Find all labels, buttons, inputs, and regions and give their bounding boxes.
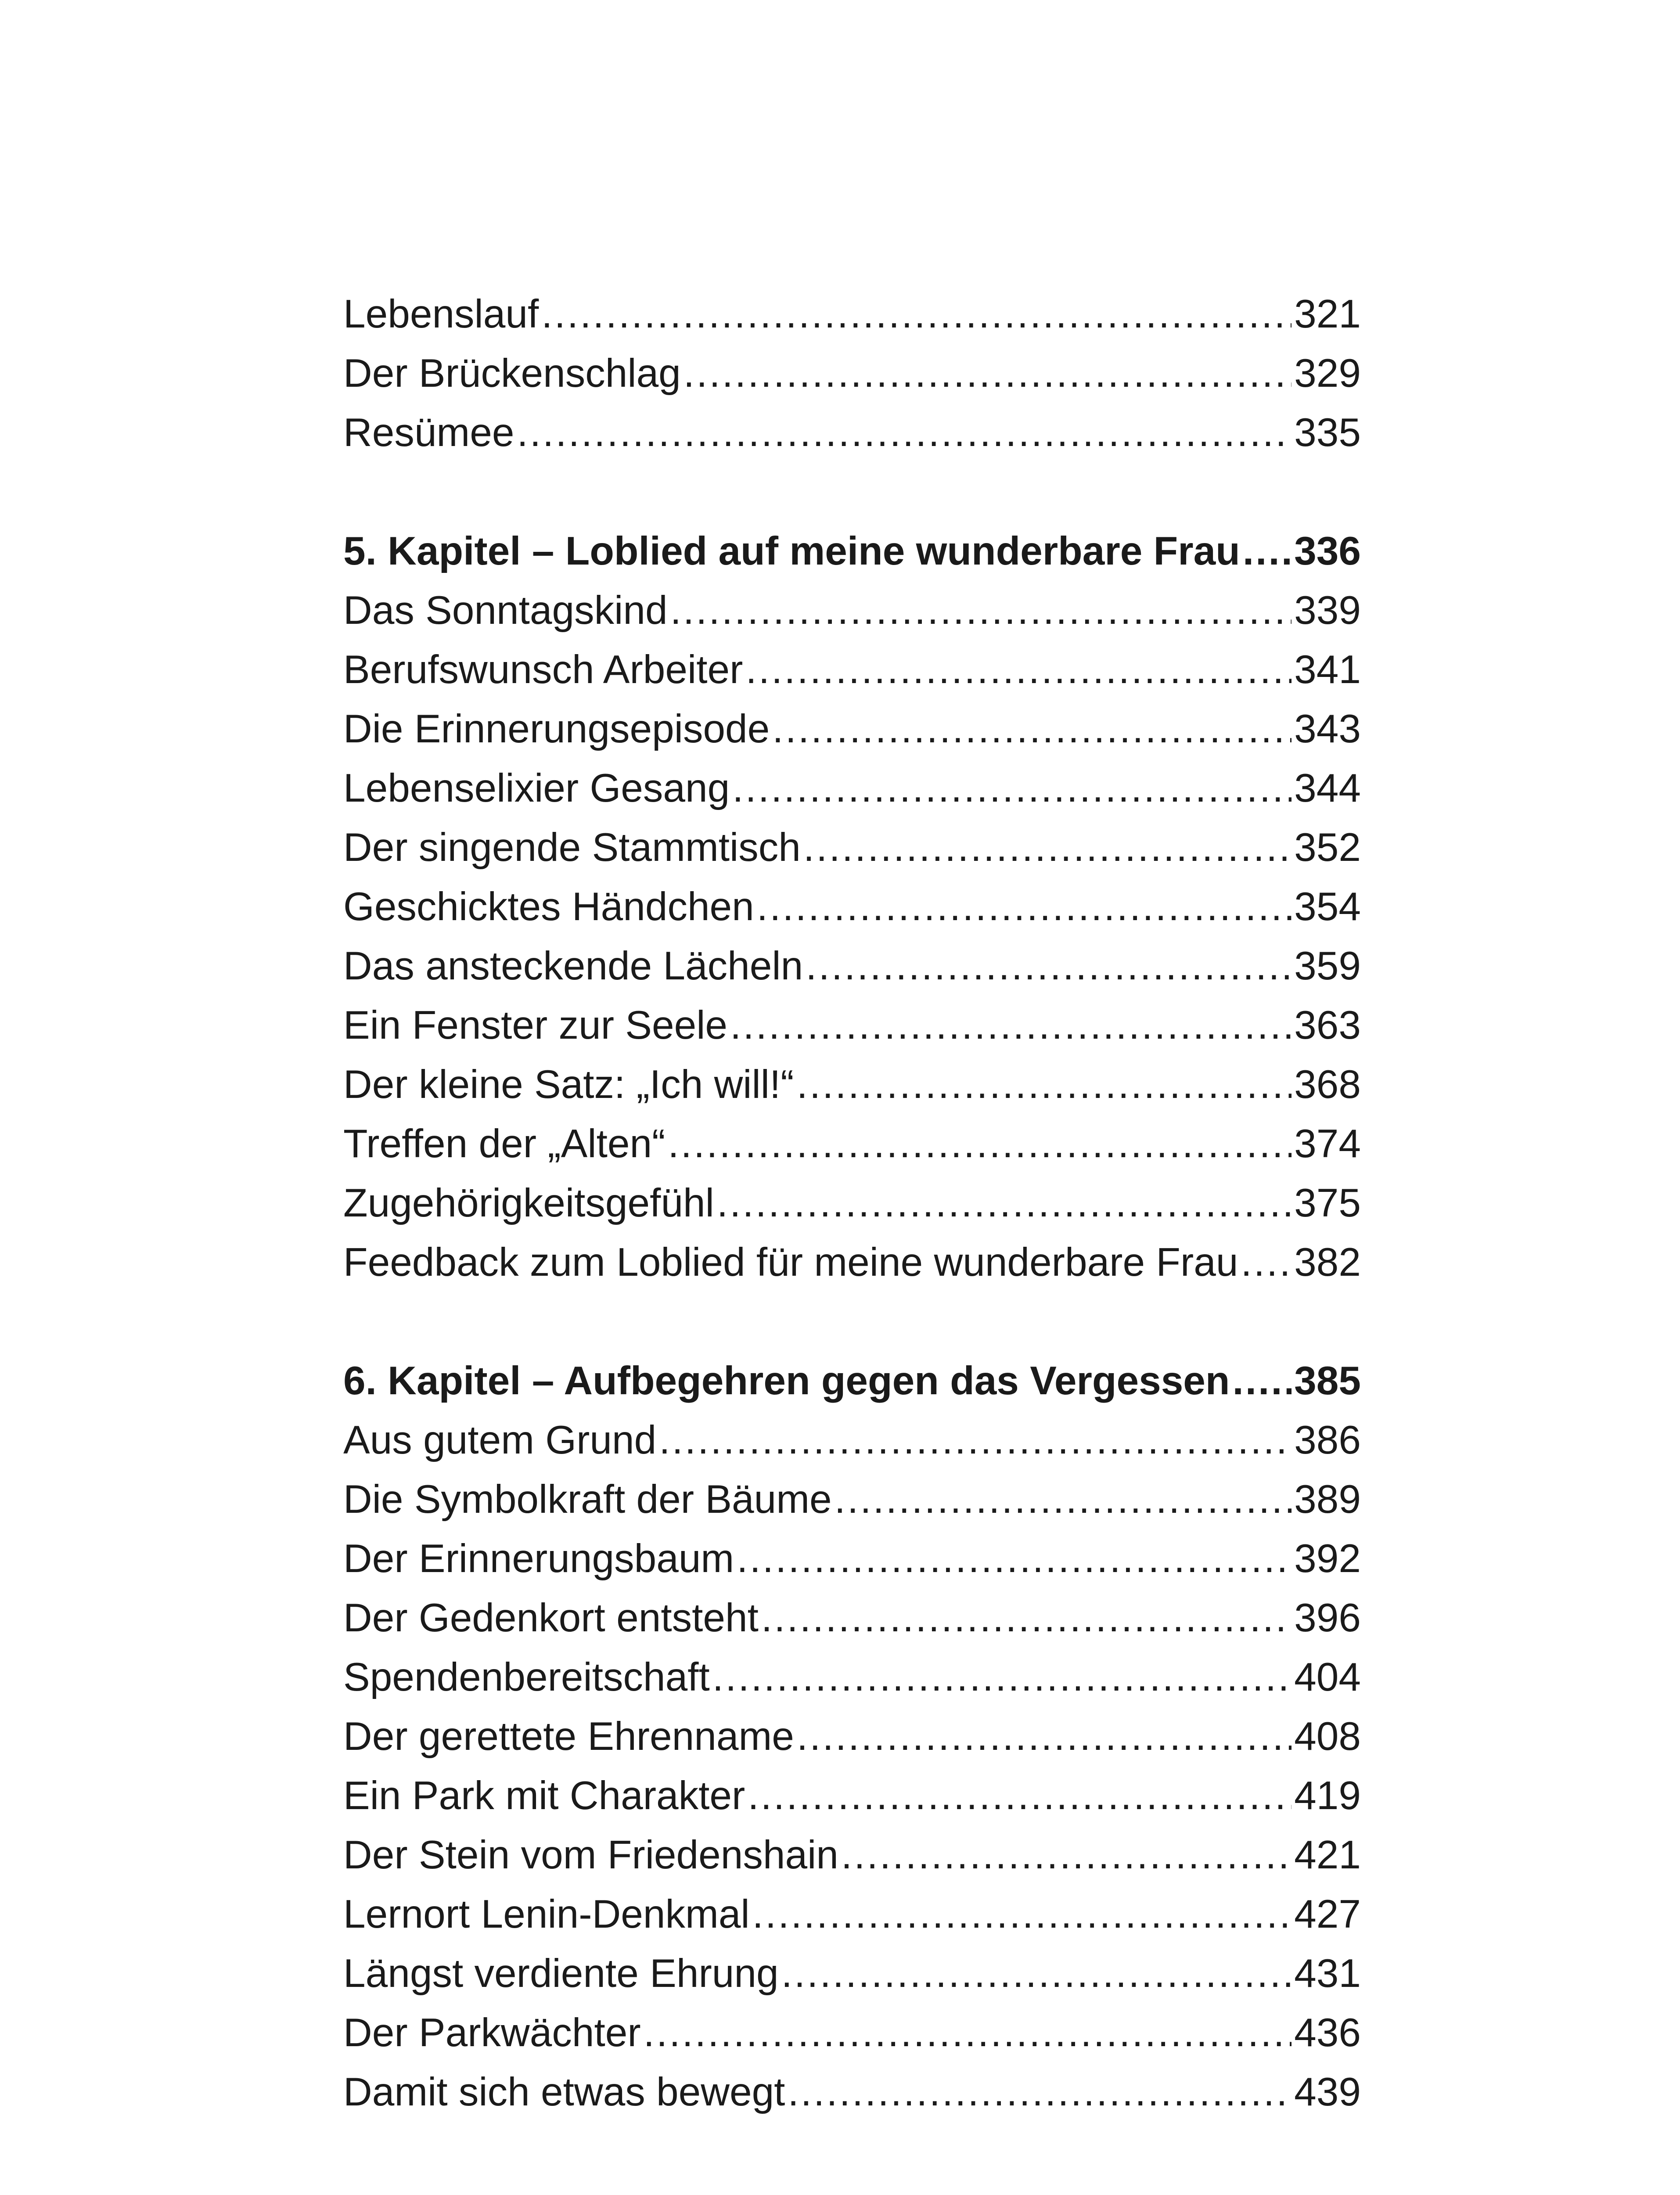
- toc-entry: [343, 2003, 1361, 2062]
- dot-leader: [668, 1114, 1291, 1173]
- toc-entry: [343, 284, 1361, 344]
- toc-entry-title: Treffen der „Alten“: [343, 1122, 666, 1166]
- chapter-page: 336: [1294, 529, 1361, 573]
- toc-chapter-heading: [343, 1351, 1361, 1411]
- toc-entry-page: 368: [1294, 1062, 1361, 1107]
- toc-entry-title: Längst verdiente Ehrung: [343, 1951, 779, 1996]
- dot-leader: [717, 1173, 1291, 1233]
- toc-entry-title: Der Brückenschlag: [343, 351, 681, 396]
- dot-leader: [806, 936, 1291, 996]
- dot-leader: [797, 1055, 1292, 1114]
- toc-entry: [343, 1233, 1361, 1292]
- dot-leader: [788, 2062, 1291, 2122]
- toc-entry: [343, 1825, 1361, 1885]
- dot-leader: [659, 1411, 1291, 1470]
- toc-entry: [343, 640, 1361, 699]
- toc-entry-page: 431: [1294, 1951, 1361, 1996]
- toc-entry: [343, 1648, 1361, 1707]
- toc-entry-page: 386: [1294, 1418, 1361, 1462]
- table-of-contents: [343, 284, 1361, 2122]
- dot-leader: [732, 759, 1291, 818]
- toc-entry: [343, 699, 1361, 759]
- toc-entry-page: 382: [1294, 1240, 1361, 1285]
- toc-entry-title: Der kleine Satz: „Ich will!“: [343, 1062, 794, 1107]
- dot-leader: [797, 1707, 1291, 1766]
- toc-entry-page: 375: [1294, 1181, 1361, 1225]
- toc-entry: [343, 1944, 1361, 2003]
- toc-entry: [343, 1707, 1361, 1766]
- toc-entry-title: Ein Fenster zur Seele: [343, 1003, 728, 1047]
- dot-leader: [835, 1470, 1291, 1529]
- toc-entry: [343, 1173, 1361, 1233]
- toc-entry-page: 389: [1294, 1477, 1361, 1522]
- toc-entry-title: Der Stein vom Friedenshain: [343, 1833, 838, 1877]
- toc-entry: [343, 1588, 1361, 1648]
- toc-entry-page: 359: [1294, 944, 1361, 988]
- chapter-title: 6. Kapitel – Aufbegehren gegen das Vergessen: [343, 1359, 1230, 1403]
- toc-entry: [343, 2062, 1361, 2122]
- toc-entry: [343, 1470, 1361, 1529]
- dot-leader: [737, 1529, 1291, 1588]
- toc-entry: [343, 1411, 1361, 1470]
- toc-entry-title: Der Parkwächter: [343, 2011, 641, 2055]
- toc-section-chapter-6: [343, 1351, 1361, 2122]
- dot-leader: [1233, 1351, 1292, 1411]
- dot-leader: [541, 284, 1291, 344]
- toc-entry-page: 436: [1294, 2011, 1361, 2055]
- dot-leader: [684, 344, 1291, 403]
- toc-entry-page: 352: [1294, 825, 1361, 870]
- dot-leader: [1241, 1233, 1291, 1292]
- toc-entry-title: Geschicktes Händchen: [343, 885, 754, 929]
- toc-entry-page: 421: [1294, 1833, 1361, 1877]
- dot-leader: [752, 1885, 1292, 1944]
- toc-entry: [343, 1885, 1361, 1944]
- toc-entry-page: 419: [1294, 1774, 1361, 1818]
- toc-section-chapter-5: [343, 522, 1361, 1292]
- toc-chapter-heading: [343, 522, 1361, 581]
- toc-entry-page: 321: [1294, 292, 1361, 336]
- dot-leader: [803, 818, 1291, 877]
- chapter-title: 5. Kapitel – Loblied auf meine wunderbare Frau: [343, 529, 1240, 573]
- toc-entry: [343, 344, 1361, 403]
- toc-entry-title: Zugehörigkeitsgefühl: [343, 1181, 714, 1225]
- toc-entry-title: Das Sonntagskind: [343, 588, 668, 633]
- toc-entry: [343, 581, 1361, 640]
- dot-leader: [644, 2003, 1291, 2062]
- dot-leader: [748, 1766, 1291, 1825]
- dot-leader: [781, 1944, 1292, 2003]
- toc-section-previous-chapter: [343, 284, 1361, 462]
- toc-entry-title: Aus gutem Grund: [343, 1418, 657, 1462]
- toc-entry-page: 404: [1294, 1655, 1361, 1699]
- toc-entry-title: Das ansteckende Lächeln: [343, 944, 803, 988]
- toc-entry-title: Lebenselixier Gesang: [343, 766, 730, 810]
- toc-entry-title: Ein Park mit Charakter: [343, 1774, 745, 1818]
- toc-entry: [343, 996, 1361, 1055]
- dot-leader: [772, 699, 1291, 759]
- toc-entry-title: Der Erinnerungsbaum: [343, 1536, 734, 1581]
- toc-entry-page: 329: [1294, 351, 1361, 396]
- toc-entry: [343, 1055, 1361, 1114]
- dot-leader: [841, 1825, 1291, 1885]
- toc-entry: [343, 403, 1361, 462]
- toc-entry-page: 374: [1294, 1122, 1361, 1166]
- toc-entry-page: 341: [1294, 648, 1361, 692]
- toc-entry-page: 439: [1294, 2070, 1361, 2114]
- toc-entry-title: Lernort Lenin-Denkmal: [343, 1892, 750, 1936]
- dot-leader: [1243, 522, 1291, 581]
- toc-entry-title: Lebenslauf: [343, 292, 539, 336]
- toc-entry: [343, 1114, 1361, 1173]
- toc-entry-title: Die Symbolkraft der Bäume: [343, 1477, 832, 1522]
- dot-leader: [517, 403, 1291, 462]
- dot-leader: [761, 1588, 1291, 1648]
- toc-entry: [343, 877, 1361, 936]
- toc-entry: [343, 1529, 1361, 1588]
- toc-entry-title: Der gerettete Ehrenname: [343, 1714, 794, 1759]
- toc-entry: [343, 1766, 1361, 1825]
- toc-entry-title: Der Gedenkort entsteht: [343, 1596, 759, 1640]
- toc-entry-title: Der singende Stammtisch: [343, 825, 801, 870]
- toc-entry-page: 363: [1294, 1003, 1361, 1047]
- toc-entry-page: 344: [1294, 766, 1361, 810]
- toc-entry-page: 339: [1294, 588, 1361, 633]
- toc-entry-page: 354: [1294, 885, 1361, 929]
- toc-entry-title: Damit sich etwas bewegt: [343, 2070, 785, 2114]
- dot-leader: [730, 996, 1291, 1055]
- chapter-page: 385: [1294, 1359, 1361, 1403]
- toc-entry: [343, 759, 1361, 818]
- toc-entry-title: Resümee: [343, 410, 514, 455]
- toc-entry-page: 335: [1294, 410, 1361, 455]
- toc-entry-page: 343: [1294, 707, 1361, 751]
- toc-entry-page: 396: [1294, 1596, 1361, 1640]
- dot-leader: [745, 640, 1291, 699]
- toc-entry-title: Berufswunsch Arbeiter: [343, 648, 743, 692]
- toc-entry: [343, 818, 1361, 877]
- toc-entry-page: 408: [1294, 1714, 1361, 1759]
- toc-entry-title: Feedback zum Loblied für meine wunderbare Frau: [343, 1240, 1238, 1285]
- toc-entry-page: 427: [1294, 1892, 1361, 1936]
- dot-leader: [712, 1648, 1291, 1707]
- toc-entry: [343, 936, 1361, 996]
- toc-entry-title: Spendenbereitschaft: [343, 1655, 710, 1699]
- toc-entry-title: Die Erinnerungsepisode: [343, 707, 770, 751]
- toc-entry-page: 392: [1294, 1536, 1361, 1581]
- dot-leader: [670, 581, 1292, 640]
- dot-leader: [757, 877, 1291, 936]
